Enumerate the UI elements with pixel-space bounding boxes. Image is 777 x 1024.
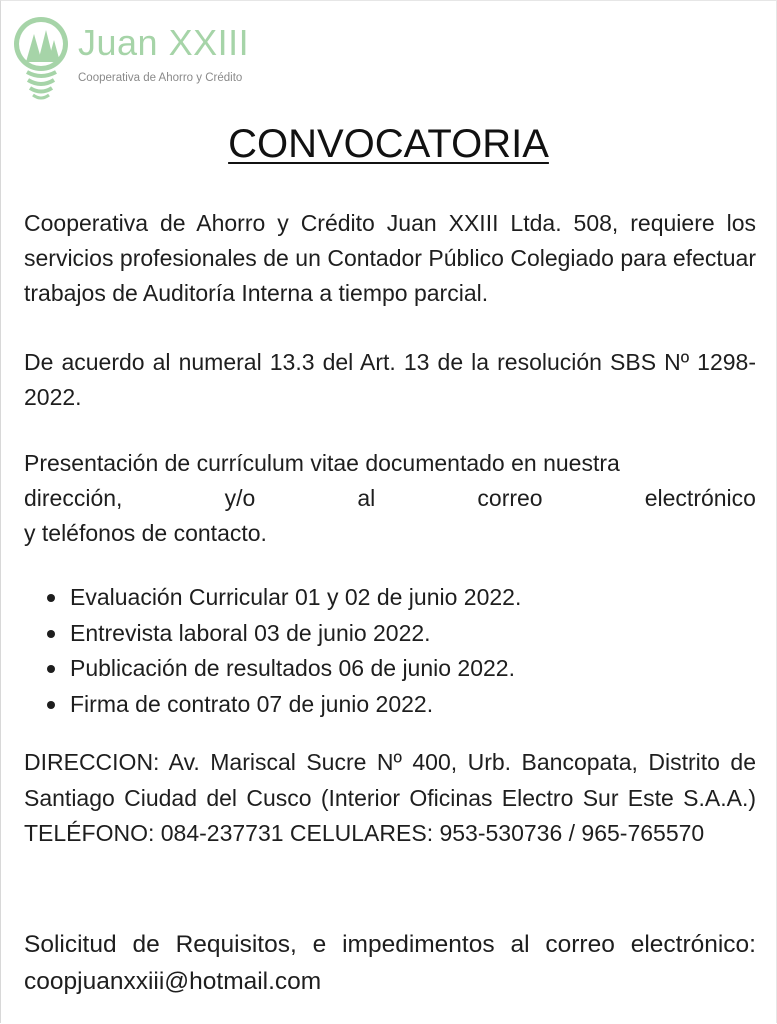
list-item: Publicación de resultados 06 de junio 2022. [40, 651, 521, 687]
list-item: Evaluación Curricular 01 y 02 de junio 2022. [40, 580, 521, 616]
regulation-paragraph: De acuerdo al numeral 13.3 del Art. 13 de la resolución SBS Nº 1298-2022. [24, 349, 756, 410]
list-item: Entrevista laboral 03 de junio 2022. [40, 616, 521, 652]
address-paragraph: DIRECCION: Av. Mariscal Sucre Nº 400, Urb. Bancopata, Distrito de Santiago Ciudad del Cusco (Interior Oficinas Electro Sur Este S.A.A.) TELÉFONO: 084-237731 CELULARES: 953-530736 / 965-765570 [24, 749, 756, 846]
list-item: Firma de contrato 07 de junio 2022. [40, 687, 521, 723]
logo-name: Juan XXIII [78, 22, 250, 63]
requirements-request-paragraph: Solicitud de Requisitos, e impedimentos al correo electrónico: coopjuanxxiii@hotmail.com [24, 931, 756, 995]
cv-word: correo [477, 485, 543, 511]
cv-word: al [357, 485, 376, 511]
logo-subtitle: Cooperativa de Ahorro y Crédito [78, 72, 243, 84]
cv-line-1: Presentación de currículum vitae documentado en nuestra [24, 450, 620, 476]
cv-line-2 [24, 481, 756, 516]
intro-paragraph: Cooperativa de Ahorro y Crédito Juan XXIII Ltda. 508, requiere los servicios profesionales de un Contador Público Colegiado para efectuar trabajos de Auditoría Interna a tiempo parcial. [24, 210, 756, 306]
cooperative-logo [12, 14, 262, 104]
page-title: CONVOCATORIA [228, 122, 549, 166]
pine-trees-logo-icon [12, 14, 72, 102]
cv-word: electrónico [644, 485, 756, 511]
cv-paragraph [24, 446, 756, 551]
cv-word: y/o [224, 485, 256, 511]
cv-line-3: y teléfonos de contacto. [24, 520, 267, 546]
cv-word: dirección, [24, 485, 123, 511]
schedule-list [40, 580, 521, 722]
